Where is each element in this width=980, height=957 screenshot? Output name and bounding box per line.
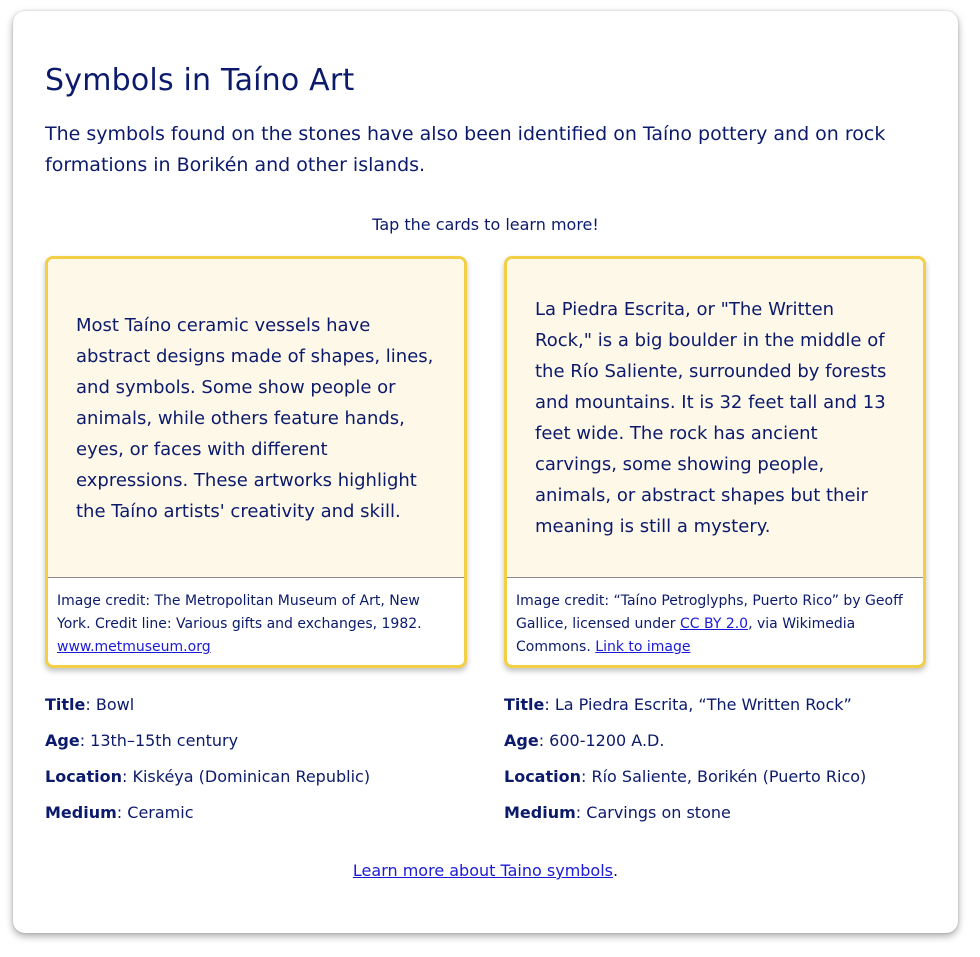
content-panel [13, 11, 958, 933]
footer: Learn more about Taino symbols. [352, 861, 619, 880]
image-credit [57, 590, 455, 659]
image-credit [516, 590, 914, 659]
detail-age: Age: 13th–15th century [45, 731, 239, 750]
image-source-link[interactable]: Link to image [595, 639, 691, 655]
license-link[interactable]: CC BY 2.0 [679, 616, 749, 632]
intro-paragraph: The symbols found on the stones have also been identified on Taíno pottery and on rock formations in Borikén and other islands. [45, 123, 886, 176]
artwork-details-piedra-escrita [504, 693, 944, 837]
page-title: Symbols in Taíno Art [45, 63, 355, 98]
detail-medium: Medium: Ceramic [45, 803, 194, 822]
artwork-details-bowl [45, 693, 485, 837]
metmuseum-link[interactable]: www.metmuseum.org [57, 639, 211, 655]
detail-title: Title: La Piedra Escrita, “The Written Rock” [504, 695, 852, 714]
credit-text: Image credit: “Taíno Petroglyphs, Puerto Rico” by Geoff Gallice, licensed under [516, 593, 903, 632]
detail-medium: Medium: Carvings on stone [504, 803, 731, 822]
tap-hint: Tap the cards to learn more! [372, 215, 599, 234]
detail-location: Location: Río Saliente, Borikén (Puerto Rico) [504, 767, 867, 786]
detail-age: Age: 600-1200 A.D. [504, 731, 665, 750]
credit-text-mid: , via Wikimedia Commons. [516, 616, 856, 655]
learn-more-link[interactable]: Learn more about Taino symbols [352, 861, 613, 880]
card-body [48, 259, 464, 578]
card-description: La Piedra Escrita, or "The Written Rock," is a big boulder in the middle of the Río Saliente, surrounded by forests and mountains. It is 32 feet tall and 13 feet wide. The rock has ancient carvings, some showing people, animals, or abstract shapes but their meaning is still a mystery. [535, 299, 887, 537]
credit-text: Image credit: The Metropolitan Museum of Art, New York. Credit line: Various gifts and exchanges, 1982. [57, 593, 422, 632]
card-body [507, 259, 923, 578]
flip-card-piedra-escrita[interactable] [504, 256, 926, 668]
flip-card-bowl[interactable] [45, 256, 467, 668]
detail-location: Location: Kiskéya (Dominican Republic) [45, 767, 371, 786]
card-description: Most Taíno ceramic vessels have abstract designs made of shapes, lines, and symbols. Some show people or animals, while others feature hands, eyes, or faces with different expressions. These artworks highlight the Taíno artists' creativity and skill. [76, 314, 434, 522]
detail-title: Title: Bowl [45, 695, 135, 714]
